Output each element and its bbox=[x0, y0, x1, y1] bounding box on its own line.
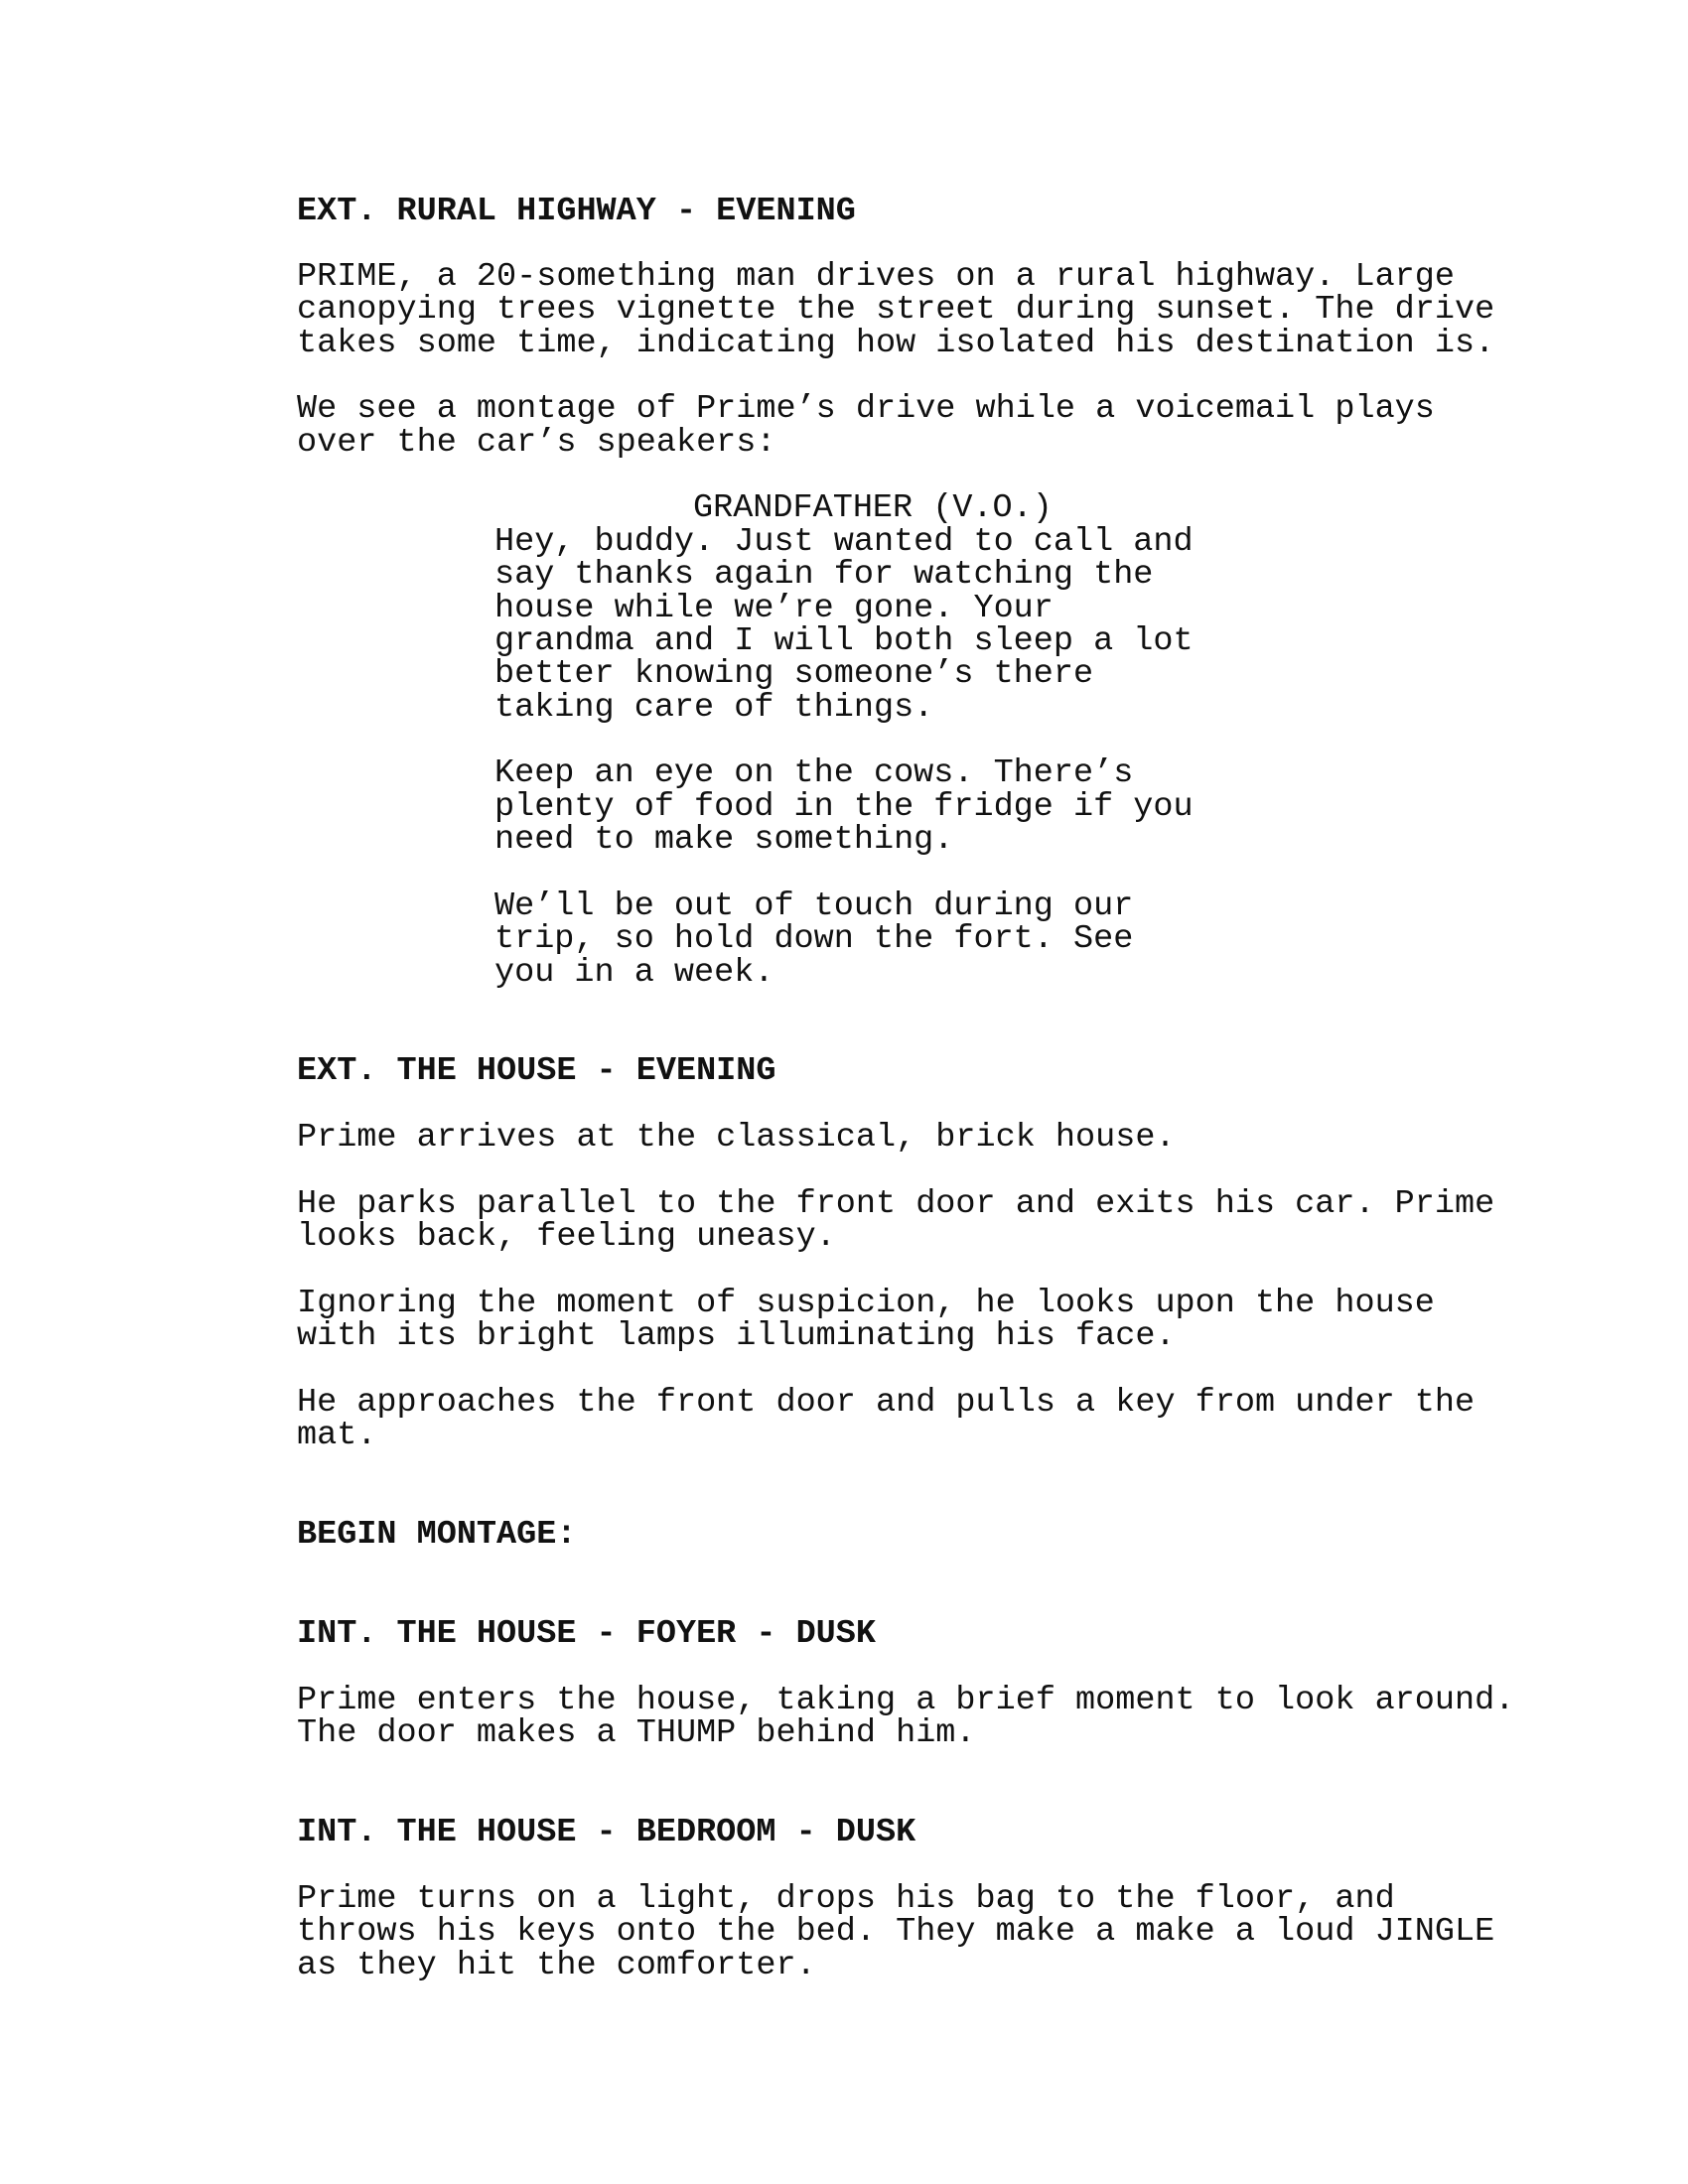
action-line: Prime enters the house, taking a brief moment to look around. bbox=[297, 1682, 1515, 1719]
action-line: Prime arrives at the classical, brick house. bbox=[297, 1119, 1176, 1157]
transition-heading: BEGIN MONTAGE: bbox=[297, 1516, 577, 1554]
scene-heading: EXT. RURAL HIGHWAY - EVENING bbox=[297, 193, 856, 230]
action-line: as they hit the comforter. bbox=[297, 1947, 816, 1984]
dialogue-line: Keep an eye on the cows. There’s bbox=[494, 754, 1134, 792]
action-line: over the car’s speakers: bbox=[297, 424, 776, 462]
scene-heading: INT. THE HOUSE - BEDROOM - DUSK bbox=[297, 1814, 916, 1851]
dialogue-line: We’ll be out of touch during our bbox=[494, 887, 1134, 925]
character-cue: GRANDFATHER (V.O.) bbox=[693, 489, 1053, 527]
dialogue-line: you in a week. bbox=[494, 954, 774, 992]
dialogue-line: Hey, buddy. Just wanted to call and bbox=[494, 523, 1194, 561]
dialogue-line: house while we’re gone. Your bbox=[494, 590, 1054, 627]
scene-heading: EXT. THE HOUSE - EVENING bbox=[297, 1052, 776, 1090]
action-line: canopying trees vignette the street during sunset. The drive bbox=[297, 291, 1495, 329]
dialogue-line: taking care of things. bbox=[494, 689, 934, 727]
action-line: looks back, feeling uneasy. bbox=[297, 1218, 836, 1256]
action-line: mat. bbox=[297, 1417, 377, 1454]
action-line: with its bright lamps illuminating his face. bbox=[297, 1317, 1176, 1355]
action-line: He approaches the front door and pulls a key from under the bbox=[297, 1384, 1476, 1422]
action-line: Prime turns on a light, drops his bag to the floor, and bbox=[297, 1880, 1395, 1918]
action-line: throws his keys onto the bed. They make a make a loud JINGLE bbox=[297, 1913, 1495, 1951]
action-line: The door makes a THUMP behind him. bbox=[297, 1714, 976, 1752]
dialogue-line: grandma and I will both sleep a lot bbox=[494, 622, 1194, 660]
dialogue-line: better knowing someone’s there bbox=[494, 655, 1094, 693]
scene-heading: INT. THE HOUSE - FOYER - DUSK bbox=[297, 1615, 876, 1653]
action-line: We see a montage of Prime’s drive while a voicemail plays bbox=[297, 390, 1435, 428]
action-line: Ignoring the moment of suspicion, he looks upon the house bbox=[297, 1285, 1435, 1322]
dialogue-line: need to make something. bbox=[494, 821, 954, 859]
action-line: takes some time, indicating how isolated his destination is. bbox=[297, 325, 1495, 362]
dialogue-line: say thanks again for watching the bbox=[494, 556, 1154, 594]
action-line: PRIME, a 20-something man drives on a rural highway. Large bbox=[297, 258, 1455, 296]
dialogue-line: plenty of food in the fridge if you bbox=[494, 788, 1194, 826]
action-line: He parks parallel to the front door and exits his car. Prime bbox=[297, 1185, 1495, 1223]
dialogue-line: trip, so hold down the fort. See bbox=[494, 920, 1134, 958]
